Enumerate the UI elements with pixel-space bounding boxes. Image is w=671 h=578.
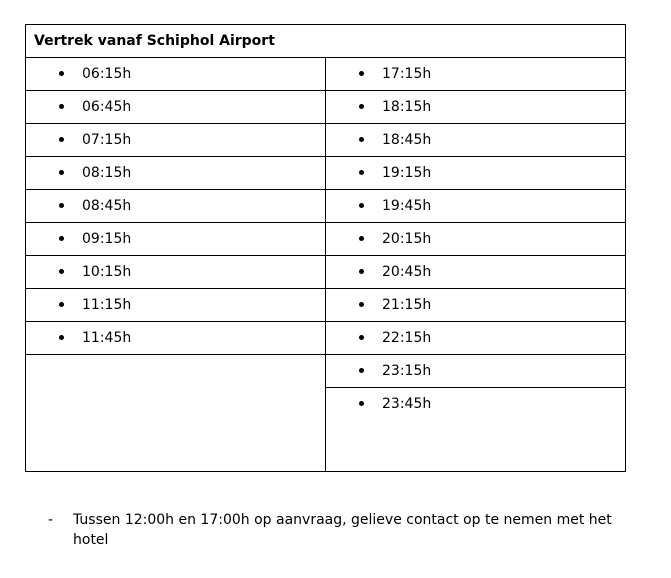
departure-time: 06:15h: [82, 66, 132, 82]
time-row: [26, 190, 325, 223]
time-row: [26, 256, 325, 289]
note-text: Tussen 12:00h en 17:00h op aanvraag, gelieve contact op te nemen met het hotel: [73, 512, 612, 548]
departure-time: 11:15h: [82, 297, 132, 313]
bullet-icon: [59, 335, 64, 340]
time-row: [326, 223, 625, 256]
bullet-icon: [359, 104, 364, 109]
bullet-icon: [59, 269, 64, 274]
time-row: [326, 124, 625, 157]
dash-marker: -: [48, 512, 54, 528]
departure-time: 23:15h: [382, 363, 432, 379]
departure-time: 10:15h: [82, 264, 132, 280]
bullet-icon: [59, 104, 64, 109]
departure-time: 08:15h: [82, 165, 132, 181]
bullet-icon: [59, 236, 64, 241]
time-row: [26, 289, 325, 322]
time-row: [326, 289, 625, 322]
time-row: [26, 223, 325, 256]
departure-time: 20:15h: [382, 231, 432, 247]
departure-time: 09:15h: [82, 231, 132, 247]
time-row: [26, 58, 325, 91]
bullet-icon: [359, 335, 364, 340]
left-time-column: [26, 58, 326, 471]
departure-time: 07:15h: [82, 132, 132, 148]
bullet-icon: [359, 302, 364, 307]
bullet-icon: [59, 71, 64, 76]
departure-time: 06:45h: [82, 99, 132, 115]
bullet-icon: [359, 71, 364, 76]
time-row: [326, 190, 625, 223]
bullet-icon: [359, 170, 364, 175]
bullet-icon: [59, 203, 64, 208]
departure-schedule-table: [25, 24, 626, 472]
bullet-icon: [359, 137, 364, 142]
departure-time: 18:45h: [382, 132, 432, 148]
departure-time: 18:15h: [382, 99, 432, 115]
time-row: [26, 91, 325, 124]
bullet-icon: [359, 401, 364, 406]
departure-time: 17:15h: [382, 66, 432, 82]
time-row: [326, 256, 625, 289]
departure-time: 08:45h: [82, 198, 132, 214]
departure-time: 11:45h: [82, 330, 132, 346]
bullet-icon: [59, 170, 64, 175]
time-row: [326, 355, 625, 388]
time-row: [326, 91, 625, 124]
departure-time: 19:45h: [382, 198, 432, 214]
time-row: [26, 124, 325, 157]
time-row: [326, 58, 625, 91]
bullet-icon: [359, 269, 364, 274]
time-row: [326, 157, 625, 190]
time-row: [326, 322, 625, 355]
departure-time: 21:15h: [382, 297, 432, 313]
time-row: [26, 322, 325, 355]
departure-time: 22:15h: [382, 330, 432, 346]
bullet-icon: [359, 236, 364, 241]
right-time-column: [326, 58, 625, 471]
table-header: Vertrek vanaf Schiphol Airport: [26, 25, 625, 58]
departure-time: 20:45h: [382, 264, 432, 280]
time-row: [26, 157, 325, 190]
bullet-icon: [359, 203, 364, 208]
bullet-icon: [59, 137, 64, 142]
time-row: [326, 388, 625, 421]
bullet-icon: [59, 302, 64, 307]
departure-time: 23:45h: [382, 396, 432, 412]
bullet-icon: [359, 368, 364, 373]
departure-time: 19:15h: [382, 165, 432, 181]
